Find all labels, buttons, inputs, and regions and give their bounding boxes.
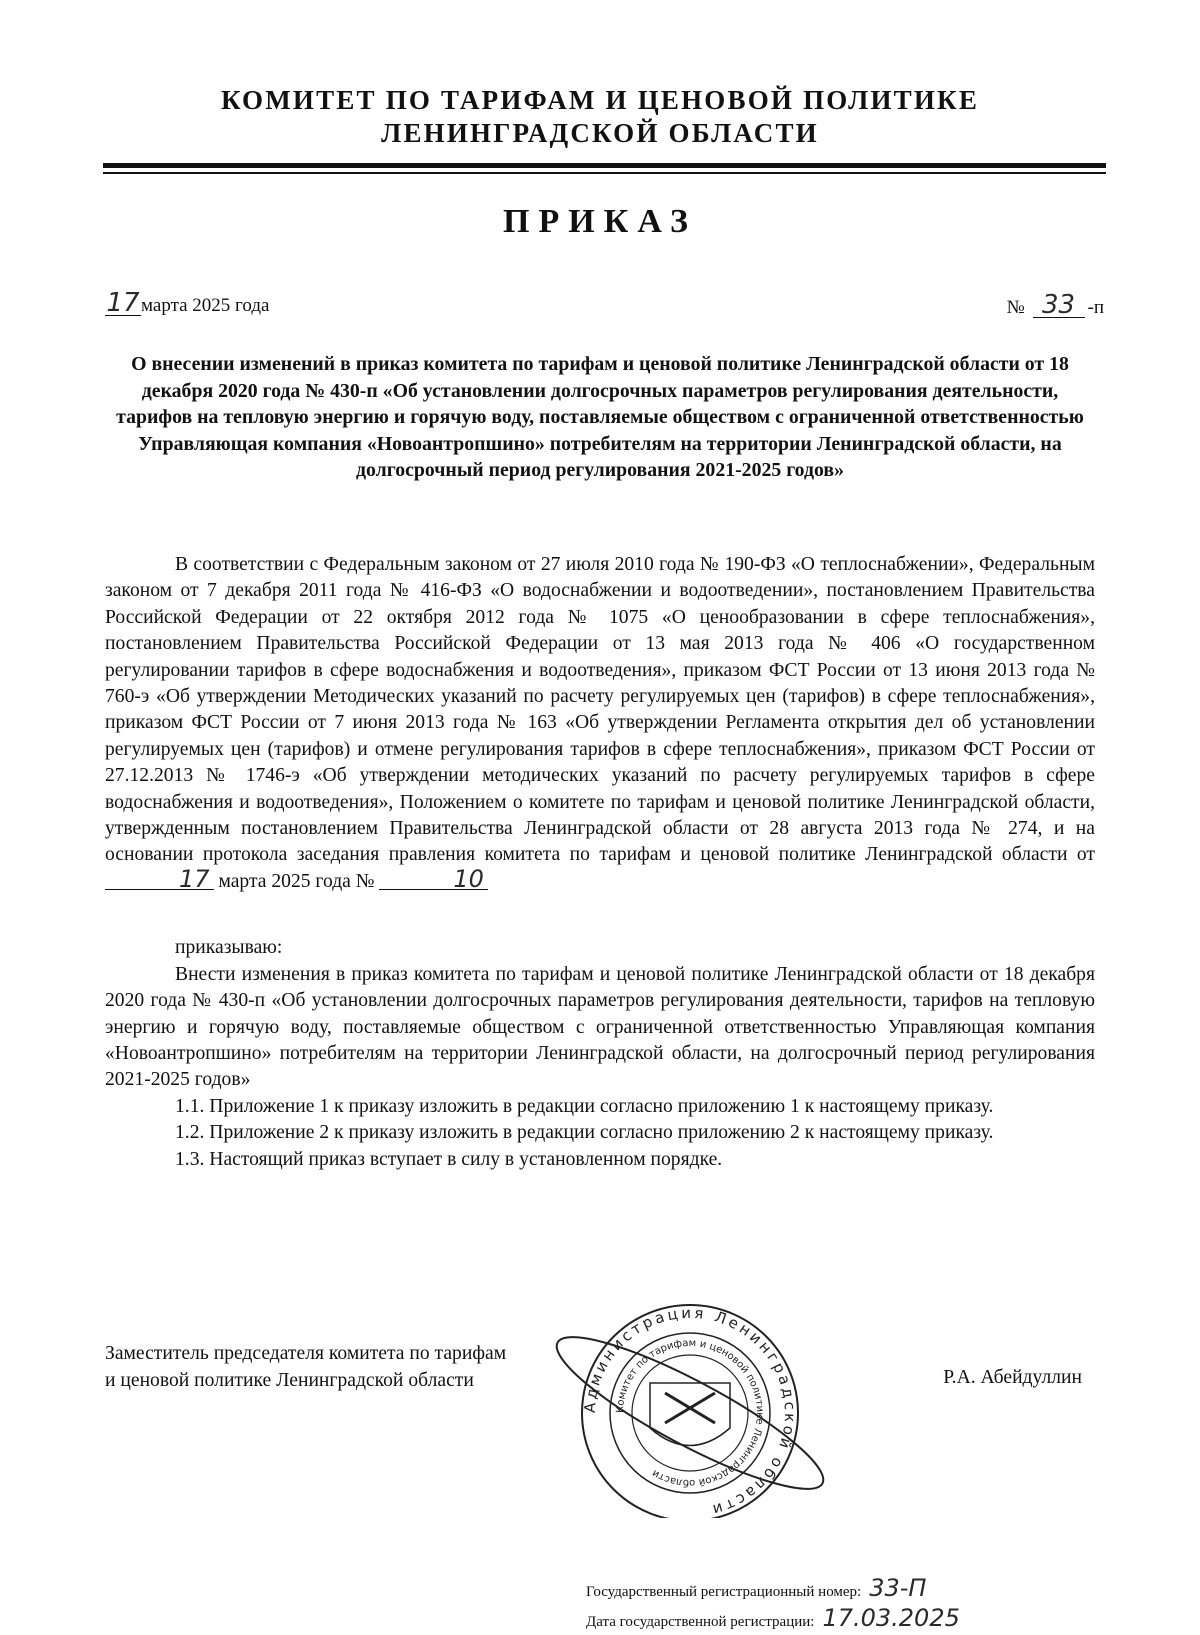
registration-number-handwritten: 33-П — [869, 1574, 927, 1602]
protocol-number-handwritten: 10 — [379, 869, 488, 890]
registration-date-handwritten: 17.03.2025 — [822, 1604, 960, 1632]
registration-number-label: Государственный регистрационный номер: — [586, 1584, 862, 1600]
order-item: 1.3. Настоящий приказ вступает в силу в установленном порядке. — [175, 1148, 723, 1170]
seal-inner-text: Комитет по тарифам и ценовой политике Ленинградской области — [614, 1337, 766, 1489]
signer-position-line2: и ценовой политике Ленинградской области — [105, 1369, 474, 1391]
date-handwritten: 17 — [106, 288, 140, 318]
signer-position-line1: Заместитель председателя комитета по тарифам — [105, 1343, 507, 1364]
org-title-line2: ЛЕНИНГРАДСКОЙ ОБЛАСТИ — [381, 118, 819, 148]
preamble-after-day: марта 2025 года № — [218, 870, 375, 892]
order-verb: приказываю: — [175, 937, 283, 959]
organization-header — [0, 84, 1200, 150]
order-subject: О внесении изменений в приказ комитета по тарифам и ценовой политике Ленинградской области от 18 декабря 2020 года № 430-п «Об установлении долгосрочных параметров регулирования деятельности, тарифов на тепловую энергию и горячую воду, поставляемые обществом с ограниченной ответственностью Управляющая компания «Новоантропшино» потребителям на территории Ленинградской области, на долгосрочный период регулирования 2021-2025 годов» — [116, 353, 1084, 481]
header-rule-thin — [103, 172, 1106, 174]
order-item: 1.1. Приложение 1 к приказу изложить в редакции согласно приложению 1 к настоящему приказу. — [175, 1095, 994, 1117]
preamble-text: В соответствии с Федеральным законом от 27 июля 2010 года № 190-ФЗ «О теплоснабжении», Федеральным законом от 7 декабря 2011 года № 416-ФЗ «О водоснабжении и водоотведении», постановлением Правительства Российской Федерации от 22 октября 2012 года № 1075 «О ценообразовании в сфере теплоснабжения», постановлением Правительства Российской Федерации от 13 мая 2013 года № 406 «О государственном регулировании тарифов в сфере водоснабжения и водоотведения», приказом ФСТ России от 13 июня 2013 года № 760-э «Об утверждении Методических указаний по расчету регулируемых цен (тарифов) в сфере теплоснабжения», приказом ФСТ России от 7 июня 2013 года № 163 «Об утверждении Регламента открытия дел об установлении регулируемых цен (тарифов) и отмене регулирования тарифов в сфере теплоснабжения», приказом ФСТ России от 27.12.2013 № 1746-э «Об утверждении методических указаний по расчету регулируемых тарифов в сфере водоснабжения и водоотведения», Положением о комитете по тарифам и ценовой политике Ленинградской области, утвержденным постановлением Правительства Ленинградской области от 28 августа 2013 года № 274, и на основании протокола заседания правления комитета по тарифам и ценовой политике Ленинградской области от — [105, 554, 1095, 866]
registration-number-row — [586, 1575, 960, 1605]
seal-outer-text: Администрация Ленинградской области — [580, 1303, 800, 1518]
registration-block — [586, 1575, 960, 1635]
document-type-title: ПРИКАЗ — [503, 203, 697, 240]
number-suffix: -п — [1087, 297, 1104, 318]
registration-date-row — [586, 1605, 960, 1635]
official-seal-stamp — [520, 1288, 860, 1518]
number-handwritten: 33 — [1033, 293, 1085, 318]
order-text: Внести изменения в приказ комитета по тарифам и ценовой политике Ленинградской области от 18 декабря 2020 года № 430-п «Об установлении долгосрочных параметров регулирования деятельности, тарифов на тепловую энергию и горячую воду, поставляемые обществом с ограниченной ответственностью Управляющая компания «Новоантропшино» потребителям на территории Ленинградской области, на долгосрочный период регулирования 2021-2025 годов» — [105, 963, 1095, 1091]
order-number — [1006, 290, 1104, 320]
signer-name: Р.А. Абейдуллин — [943, 1367, 1082, 1388]
registration-date-label: Дата государственной регистрации: — [586, 1614, 815, 1630]
date-printed: марта 2025 года — [141, 295, 270, 316]
preamble-paragraph — [105, 552, 1095, 895]
order-item: 1.2. Приложение 2 к приказу изложить в редакции согласно приложению 2 к настоящему приказу. — [175, 1122, 994, 1144]
order-body — [105, 552, 1095, 1173]
number-prefix: № — [1006, 297, 1025, 318]
svg-text:Комитет по тарифам и ценовой п — [615, 1338, 765, 1488]
order-date — [105, 288, 270, 318]
header-rule-thick — [103, 163, 1106, 168]
preamble-day-handwritten: 17 — [105, 869, 214, 890]
signer-position — [105, 1341, 506, 1394]
org-title-line1: КОМИТЕТ ПО ТАРИФАМ И ЦЕНОВОЙ ПОЛИТИКЕ — [220, 85, 980, 115]
